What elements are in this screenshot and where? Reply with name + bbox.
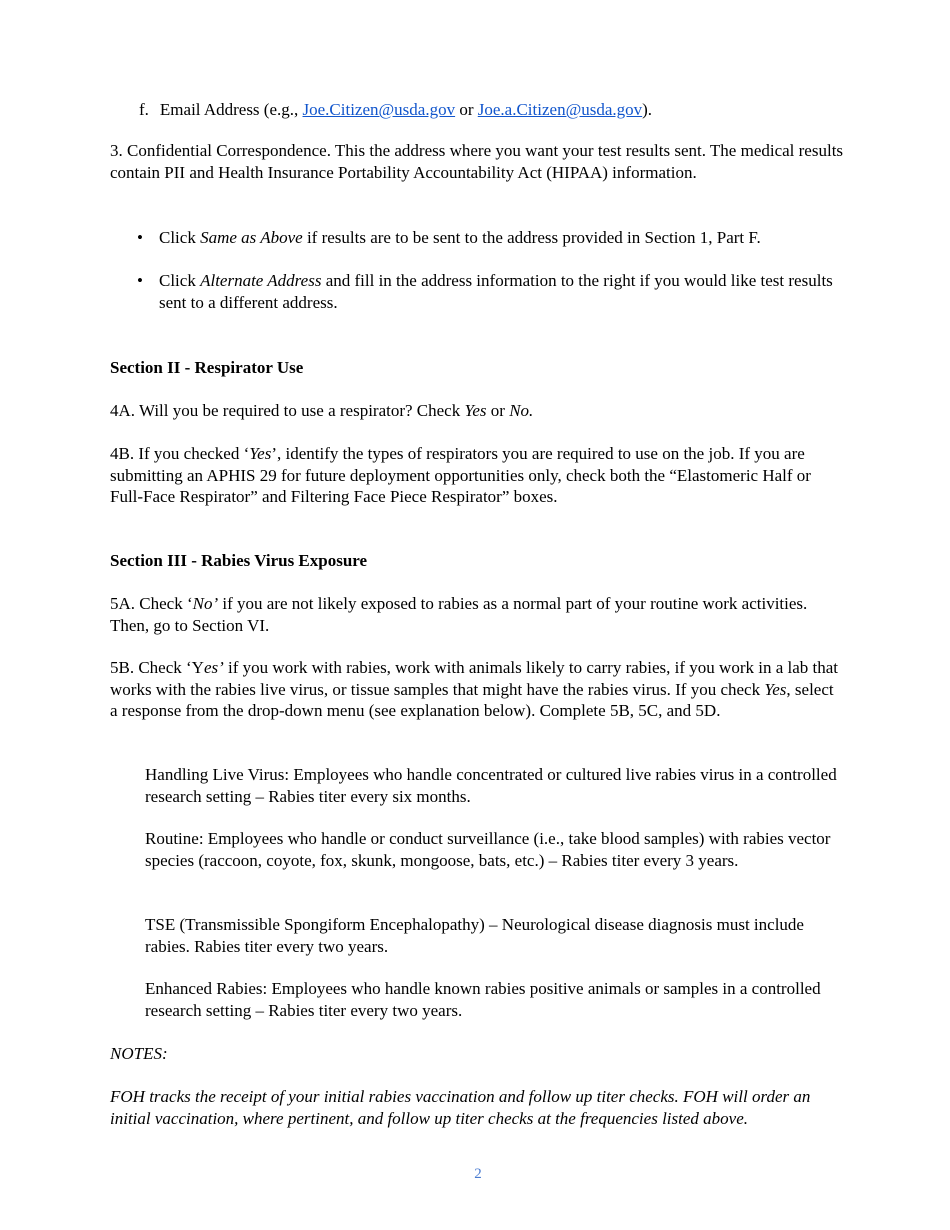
question-4b: 4B. If you checked ‘Yes’, identify the types of respirators you are required to use on the job. If you are submitting an APHIS 29 for future deployment opportunities only, check both the “Elastomeric Half or Full-Face Respirator” and Filtering Face Piece Respirator” boxes. [110,444,811,506]
item-f-marker: f. [139,100,149,119]
rabies-category-tse: TSE (Transmissible Spongiform Encephalopathy) – Neurological disease diagnosis must include rabies. Rabies titer every two years. [145,915,804,956]
item-f-email [139,99,874,121]
item-f-text-after: ). [642,100,653,119]
same-as-above-label: Same as Above [200,228,303,247]
item-f-text-mid: or [455,100,478,119]
question-4a: 4A. Will you be required to use a respirator? Check Yes or No. [110,401,534,420]
section-3-heading: Section III - Rabies Virus Exposure [110,551,368,570]
page-number: 2 [474,1166,482,1182]
document-page: f. Email Address (e.g., Joe.Citizen@usda.gov or Joe.a.Citizen@usda.gov). 3. Confidential Correspondence. This the address where you want your test results sent. The medical results contain PII and Health Insurance Portability Accountability Act (HIPAA) information. • Click Same as Above if results are to be sent to the address provided in Section 1, Part F. • Click Alternate Address and fill in the address information to the right if you would like test results sent to a different address. Section II - Respirator Use 4A. Will you be required to use a respirator? Check Yes or No. 4B. If you checked ‘Yes’, identify the types of respirators you are required to use on the job. If you are submitting an APHIS 29 for future deployment opportunities only, check both the “Elastomeric Half or Full-Face Respirator” and Filtering Face Piece Respirator” boxes. Section III - Rabies Virus Exposure 5A. Check ‘No’ if you are not likely exposed to rabies as a normal part of your routine work activities. Then, go to Section VI. 5B. Check ‘Yes’ if you work with rabies, work with animals likely to carry rabies, if you work in a lab that works with the rabies live virus, or tissue samples that might have the rabies virus. If you check Yes, select a response from the drop-down menu (see explanation below). Complete 5B, 5C, and 5D. Handling Live Virus: Employees who handle concentrated or cultured live rabies virus in a controlled research setting – Rabies titer every six months. Routine: Employees who handle or conduct surveillance (i.e., take blood samples) with rabies vector species (raccoon, coyote, fox, skunk, mongoose, bats, etc.) – Rabies titer every 3 years. TSE (Transmissible Spongiform Encephalopathy) – Neurological disease diagnosis must include rabies. Rabies titer every two years. Enhanced Rabies: Employees who handle known rabies positive animals or samples in a controlled research setting – Rabies titer every two years. NOTES: FOH tracks the receipt of your initial rabies vaccination and follow up titer checks. FOH will order an initial vaccination, where pertinent, and follow up titer checks at the frequencies listed above. 2 [0,0,950,1230]
question-5a: 5A. Check ‘No’ if you are not likely exposed to rabies as a normal part of your routine work activities. Then, go to Section VI. [110,594,808,635]
alternate-address-label: Alternate Address [200,271,322,290]
rabies-category-handling-live-virus: Handling Live Virus: Employees who handle concentrated or cultured live rabies virus in a controlled research setting – Rabies titer every six months. [145,765,837,806]
rabies-category-routine: Routine: Employees who handle or conduct surveillance (i.e., take blood samples) with rabies vector species (raccoon, coyote, fox, skunk, mongoose, bats, etc.) – Rabies titer every 3 years. [145,829,831,870]
email-example-link-1[interactable]: Joe.Citizen@usda.gov [302,100,456,119]
email-example-link-2[interactable]: Joe.a.Citizen@usda.gov [477,100,643,119]
section-2-heading: Section II - Respirator Use [110,358,304,377]
question-5b: 5B. Check ‘Yes’ if you work with rabies, work with animals likely to carry rabies, if you work in a lab that works with the rabies live virus, or tissue samples that might have the rabies virus. If you check Yes, select a response from the drop-down menu (see explanation below). Complete 5B, 5C, and 5D. [110,658,839,720]
notes-label: NOTES: [110,1044,168,1063]
notes-text: FOH tracks the receipt of your initial rabies vaccination and follow up titer checks. FOH will order an initial vaccination, where pertinent, and follow up titer checks at the frequencies listed above. [110,1087,811,1128]
bullet-icon: • [137,271,143,290]
item-3-confidential-correspondence: 3. Confidential Correspondence. This the address where you want your test results sent. The medical results contain PII and Health Insurance Portability Accountability Act (HIPAA) information. [110,141,844,182]
rabies-category-enhanced: Enhanced Rabies: Employees who handle known rabies positive animals or samples in a controlled research setting – Rabies titer every two years. [145,979,821,1020]
bullet-icon: • [137,228,143,247]
item-f-text-before: Email Address (e.g., [159,100,303,119]
